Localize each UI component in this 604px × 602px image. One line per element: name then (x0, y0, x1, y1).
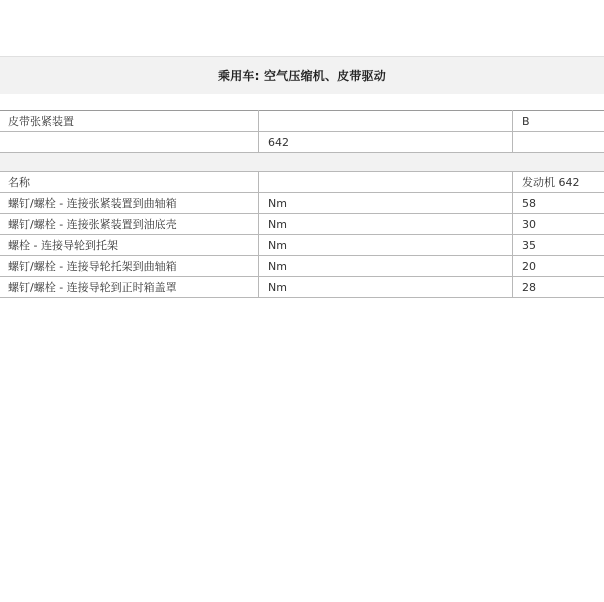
component-name-cell: 皮带张紧装置 (0, 111, 259, 132)
component-empty-cell (259, 111, 513, 132)
table-row (0, 277, 604, 298)
row-value-cell: 58 (513, 193, 604, 214)
row-unit-cell: Nm (259, 277, 513, 298)
row-value-cell: 35 (513, 235, 604, 256)
column-header-engine: 发动机 642 (513, 172, 604, 193)
row-name-cell: 螺栓 - 连接导轮到托架 (0, 235, 259, 256)
row-unit-cell: Nm (259, 214, 513, 235)
torque-spec-table (0, 110, 604, 298)
row-unit-cell: Nm (259, 256, 513, 277)
row-name-cell: 螺钉/螺栓 - 连接张紧装置到曲轴箱 (0, 193, 259, 214)
engine-code-cell: 642 (259, 132, 513, 153)
row-value-cell: 20 (513, 256, 604, 277)
row-value-cell: 30 (513, 214, 604, 235)
row-value-cell: 28 (513, 277, 604, 298)
table-header-row (0, 172, 604, 193)
table-row (0, 214, 604, 235)
table-row (0, 193, 604, 214)
table-row (0, 256, 604, 277)
component-variant-cell: B (513, 111, 604, 132)
row-name-cell: 螺钉/螺栓 - 连接张紧装置到油底壳 (0, 214, 259, 235)
title-bar (0, 56, 604, 94)
engine-empty-cell-2 (513, 132, 604, 153)
column-header-unit (259, 172, 513, 193)
row-name-cell: 螺钉/螺栓 - 连接导轮到正时箱盖罩 (0, 277, 259, 298)
row-name-cell: 螺钉/螺栓 - 连接导轮托架到曲轴箱 (0, 256, 259, 277)
table-row-engine (0, 132, 604, 153)
engine-empty-cell (0, 132, 259, 153)
row-unit-cell: Nm (259, 235, 513, 256)
table-row (0, 235, 604, 256)
table-row-component (0, 111, 604, 132)
page-title: 乘用车: 空气压缩机、皮带驱动 (218, 69, 386, 83)
row-unit-cell: Nm (259, 193, 513, 214)
table-spacer-row (0, 153, 604, 172)
column-header-name: 名称 (0, 172, 259, 193)
